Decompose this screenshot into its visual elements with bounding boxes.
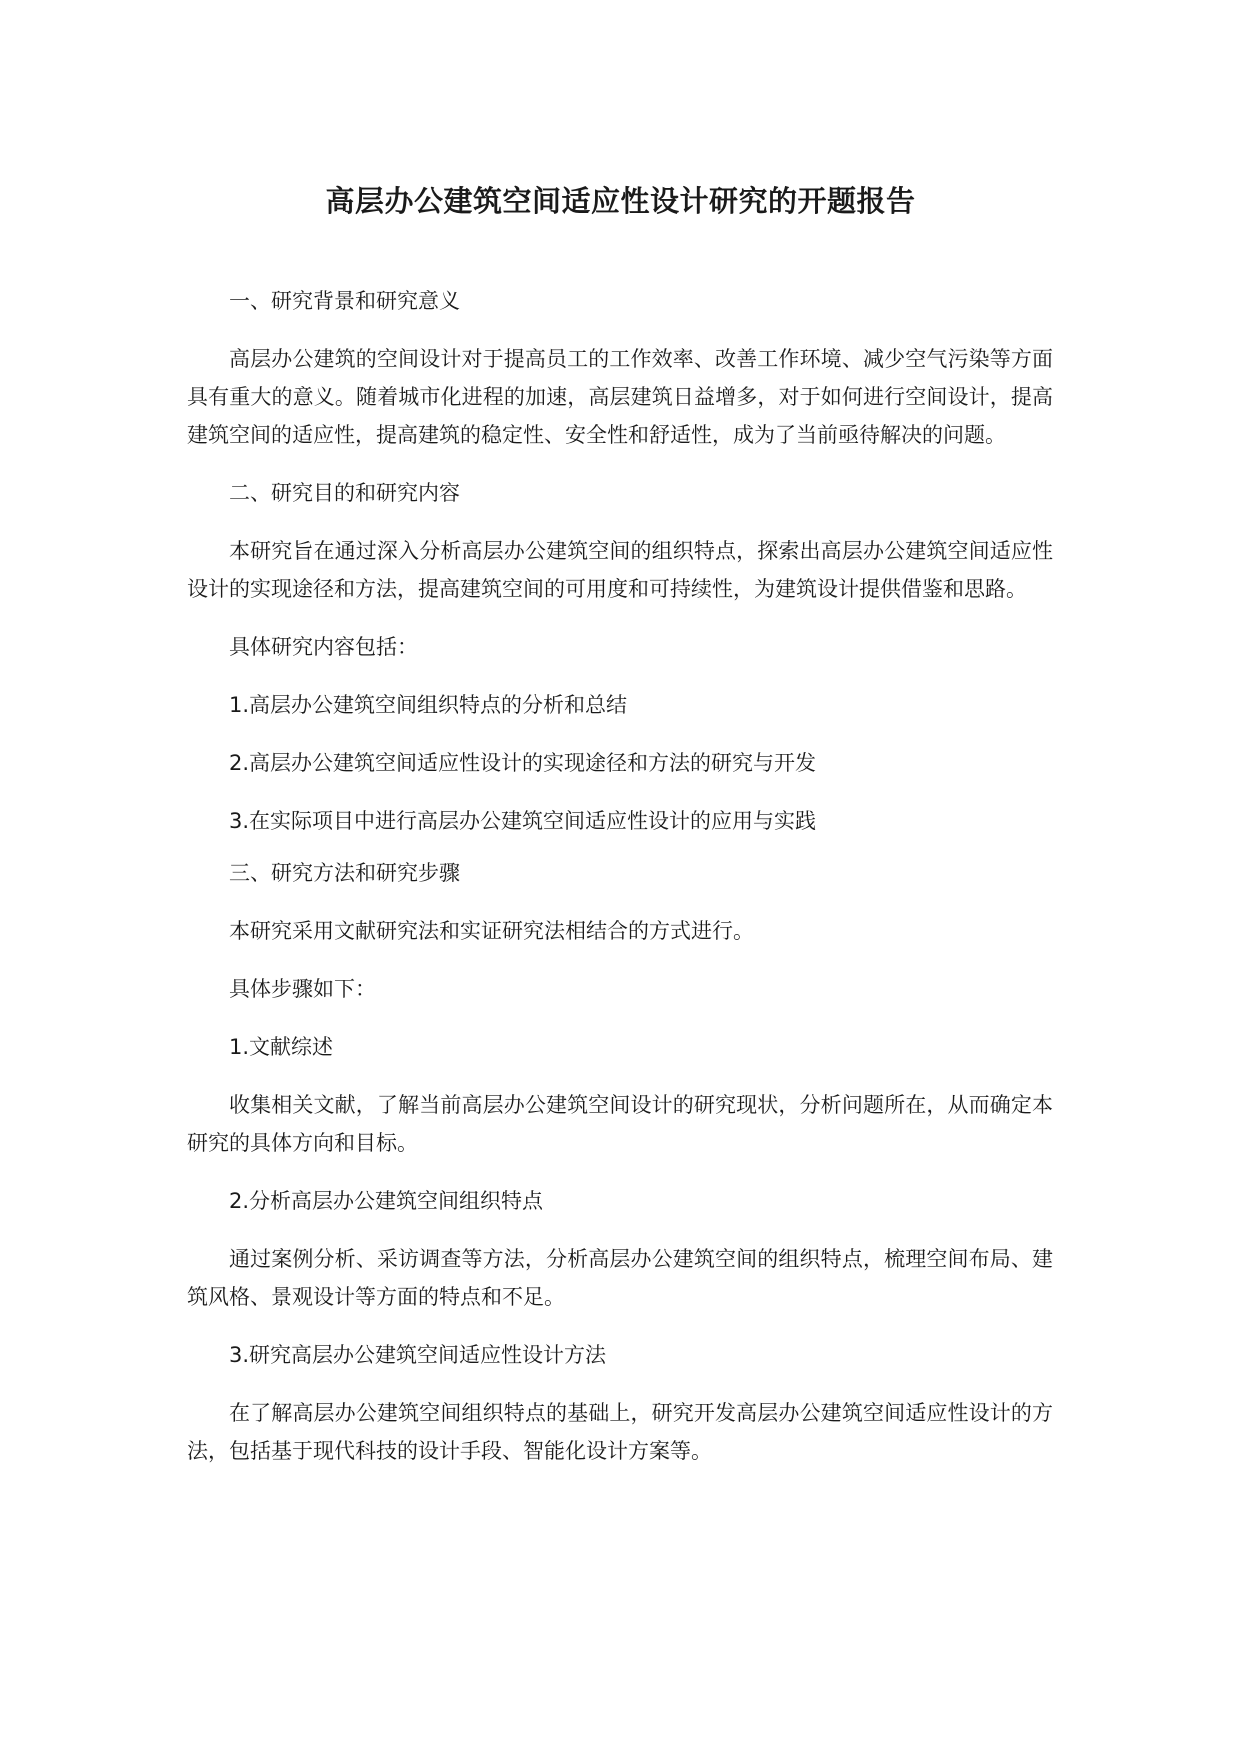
section-heading: 一、研究背景和研究意义 (229, 289, 460, 313)
document-body (187, 282, 1053, 1490)
step-heading: 1.文献综述 (229, 1035, 334, 1059)
body-paragraph: 本研究采用文献研究法和实证研究法相结合的方式进行。 (229, 919, 754, 943)
step-heading: 2.分析高层办公建筑空间组织特点 (229, 1189, 544, 1213)
list-item: 1.高层办公建筑空间组织特点的分析和总结 (229, 693, 628, 717)
body-paragraph: 本研究旨在通过深入分析高层办公建筑空间的组织特点，探索出高层办公建筑空间适应性设计的实现途径和方法，提高建筑空间的可用度和可持续性，为建筑设计提供借鉴和思路。 (187, 539, 1053, 601)
body-paragraph: 高层办公建筑的空间设计对于提高员工的工作效率、改善工作环境、减少空气污染等方面具有重大的意义。随着城市化进程的加速，高层建筑日益增多，对于如何进行空间设计，提高建筑空间的适应性，提高建筑的稳定性、安全性和舒适性，成为了当前亟待解决的问题。 (187, 347, 1053, 447)
document-title: 高层办公建筑空间适应性设计研究的开题报告 (325, 184, 916, 218)
body-paragraph: 具体研究内容包括： (229, 635, 418, 659)
body-paragraph: 在了解高层办公建筑空间组织特点的基础上，研究开发高层办公建筑空间适应性设计的方法，包括基于现代科技的设计手段、智能化设计方案等。 (187, 1401, 1053, 1463)
body-paragraph: 通过案例分析、采访调查等方法，分析高层办公建筑空间的组织特点，梳理空间布局、建筑风格、景观设计等方面的特点和不足。 (187, 1247, 1053, 1309)
body-paragraph: 具体步骤如下： (229, 977, 376, 1001)
list-item: 3.在实际项目中进行高层办公建筑空间适应性设计的应用与实践 (229, 809, 817, 833)
list-item: 2.高层办公建筑空间适应性设计的实现途径和方法的研究与开发 (229, 751, 817, 775)
body-paragraph: 收集相关文献，了解当前高层办公建筑空间设计的研究现状，分析问题所在，从而确定本研究的具体方向和目标。 (187, 1093, 1053, 1155)
step-heading: 3.研究高层办公建筑空间适应性设计方法 (229, 1343, 607, 1367)
section-heading: 三、研究方法和研究步骤 (229, 861, 460, 885)
section-heading: 二、研究目的和研究内容 (229, 481, 460, 505)
